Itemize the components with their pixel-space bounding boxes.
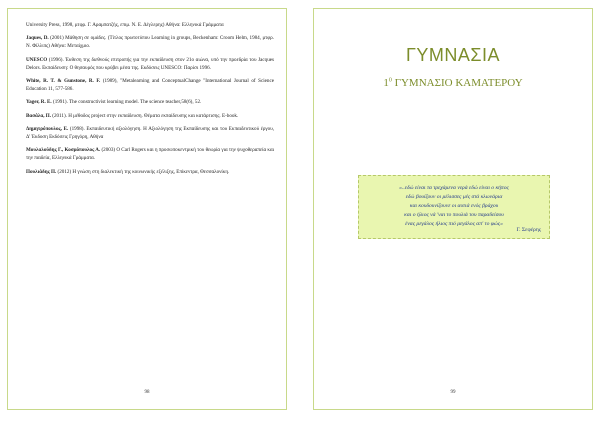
reference-entry: Πουλιάδης Π. (2012) Η γνώση στη διαλεκτική της κοινωνικής εξέλιξης, Επίκεντρα, Θεσσαλονίκη. [26, 168, 230, 175]
reference-entry: Μουλαλούδης Γ., Κοσμόπουλος Α. (2003) O Carl Rogers και η προσωποκεντρική του θεωρία για την ψυχοθεραπεία και την παιδεία, Ελληνικά Γράμματα. [26, 147, 274, 162]
reference-entry: Jaques, D. (2001) Μάθηση σε ομάδες. (Τίτλος πρωτοτύπου Learning in groups, Beckenham: Croom Helm, 1984, μτφρ. Ν. Φίλλιπς) Αθήνα: Μεταίχμιο. [26, 35, 274, 50]
left-page [7, 8, 287, 410]
right-page [313, 8, 593, 410]
references-list [26, 21, 274, 181]
reference-entry: Yager, R. E. (1991). The constructivist learning model. The science teacher,58(6), 52. [26, 99, 202, 106]
reference-entry: White, R. T. & Gunstone, R. F. (1989), "Metalearning and ConceptualChange "International Journal of Science Education 11, 577-586. [26, 78, 274, 93]
section-title: ΓΥΜΝΑΣΙΑ [405, 45, 501, 65]
school-subtitle: $1^0$ ΓΥΜΝΑΣΙΟ ΚΑΜΑΤΕΡΟΥ [383, 77, 523, 89]
quote-text: «..εδώ είναι τα τρεχάμενα νερά εδώ είναι ο κήπος εδώ βουίζουν οι μέλισσες μές στά κλωνάρια και κουδουνίζουνε οι αυτιά ενός βράχου και ο ήλιος νά 'ναι το πουλιά του παραδείσου ένας μεγάλος ήλιος πιό μεγάλος απ' το φώς» [399, 185, 509, 227]
reference-entry: University Press, 1998, μτφρ. Γ. Αραμπατζής, επιμ. Ν. Ε. Δέγλερης) Αθήνα: Ελληνικά Γράμματα [26, 22, 224, 28]
reference-entry: Βασάλα, Π. (2011). Η μέθοδος project στην εκπαίδευση. Θέματα εκπαίδευσης και κατάρτισης. E-book. [26, 112, 239, 119]
quote-box [358, 175, 550, 239]
page-number: 98 [144, 390, 150, 395]
reference-entry: Δημητρόπουλος, Ε. (1998). Εκπαιδευτική αξιολόγηση. Η Αξιολόγηση της Εκπαίδευσης και του Εκπαιδευτικού έργου, Δ' Έκδοση Εκδόσεις Γρηγόρη, Αθήνα [26, 125, 275, 141]
quote-author: Γ. Σεφέρης [516, 227, 541, 233]
reference-entry: UNESCO (1996). Έκθεση της διεθνούς επιτροπής για την εκπαίδευση στον 21ο αιώνα, υπό την προεδρία του Jacques Delors. Εκπαίδευση: Ο θησαυρός που κρύβει μέσα της. Εκδόσεις UNESCO: Παρίσι 1996. [26, 56, 274, 71]
page-number: 99 [450, 390, 456, 395]
